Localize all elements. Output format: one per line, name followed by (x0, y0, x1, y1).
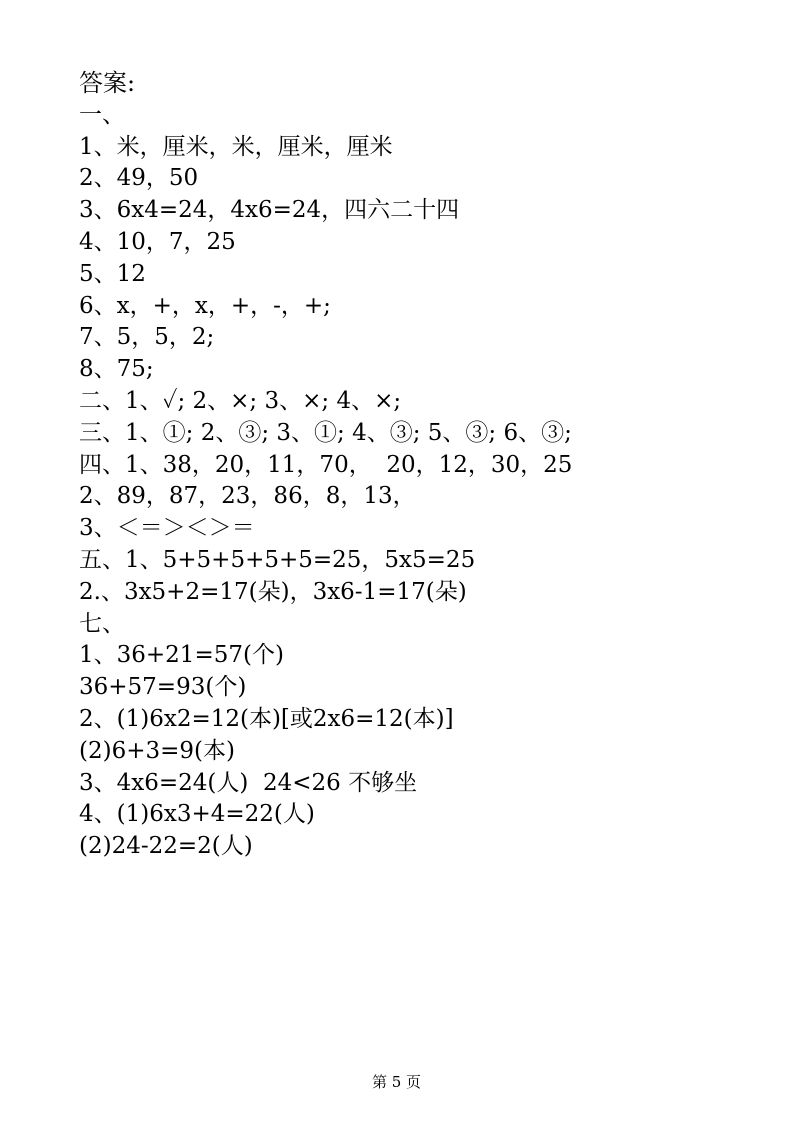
answer-title: 答案: (79, 69, 136, 97)
page-number: 第 5 页 (371, 1073, 422, 1091)
answer-line: 2、89，87，23，86，8，13， (79, 483, 416, 510)
answer-line: 6、x，+，x，+，-，+; (79, 292, 331, 319)
answer-line: 3、＜＝＞＜＞＝ (79, 515, 255, 542)
answer-line: 3、6x4=24，4x6=24，四六二十四 (79, 197, 460, 224)
answer-line: 8、75; (79, 356, 154, 383)
answer-line: 4、10，7，25 (79, 228, 236, 255)
answer-line: 1、36+21=57(个) (79, 642, 284, 669)
answer-line: 5、12 (79, 260, 146, 287)
section-4-line: 四、1、38，20，11，70， 20，12，30，25 (79, 451, 573, 478)
answer-line: 2、(1)6x2=12(本)[或2x6=12(本)] (79, 705, 454, 732)
section-5-line: 五、1、5+5+5+5+5=25，5x5=25 (79, 546, 476, 573)
section-3-line: 三、1、①; 2、③; 3、①; 4、③; 5、③; 6、③; (79, 419, 572, 446)
answer-line: 2、49，50 (79, 165, 199, 192)
answer-line: 36+57=93(个) (79, 674, 247, 701)
answer-line: 7、5，5，2; (79, 324, 215, 351)
section-2-line: 二、1、✓; 2、×; 3、×; 4、×; (79, 387, 402, 414)
answer-line: 3、4x6=24(人) 24<26 不够坐 (79, 769, 418, 796)
answer-line: 1、米，厘米，米，厘米，厘米 (79, 133, 393, 160)
section-1-heading: 一、 (79, 101, 125, 128)
answer-line: 4、(1)6x3+4=22(人) (79, 801, 315, 828)
answer-line: (2)6+3=9(本) (79, 737, 235, 764)
section-7-heading: 七、 (79, 610, 125, 637)
answer-content (79, 68, 759, 863)
answer-line: 2.、3x5+2=17(朵)，3x6-1=17(朵) (79, 578, 467, 605)
answer-line: (2)24-22=2(人) (79, 833, 253, 860)
